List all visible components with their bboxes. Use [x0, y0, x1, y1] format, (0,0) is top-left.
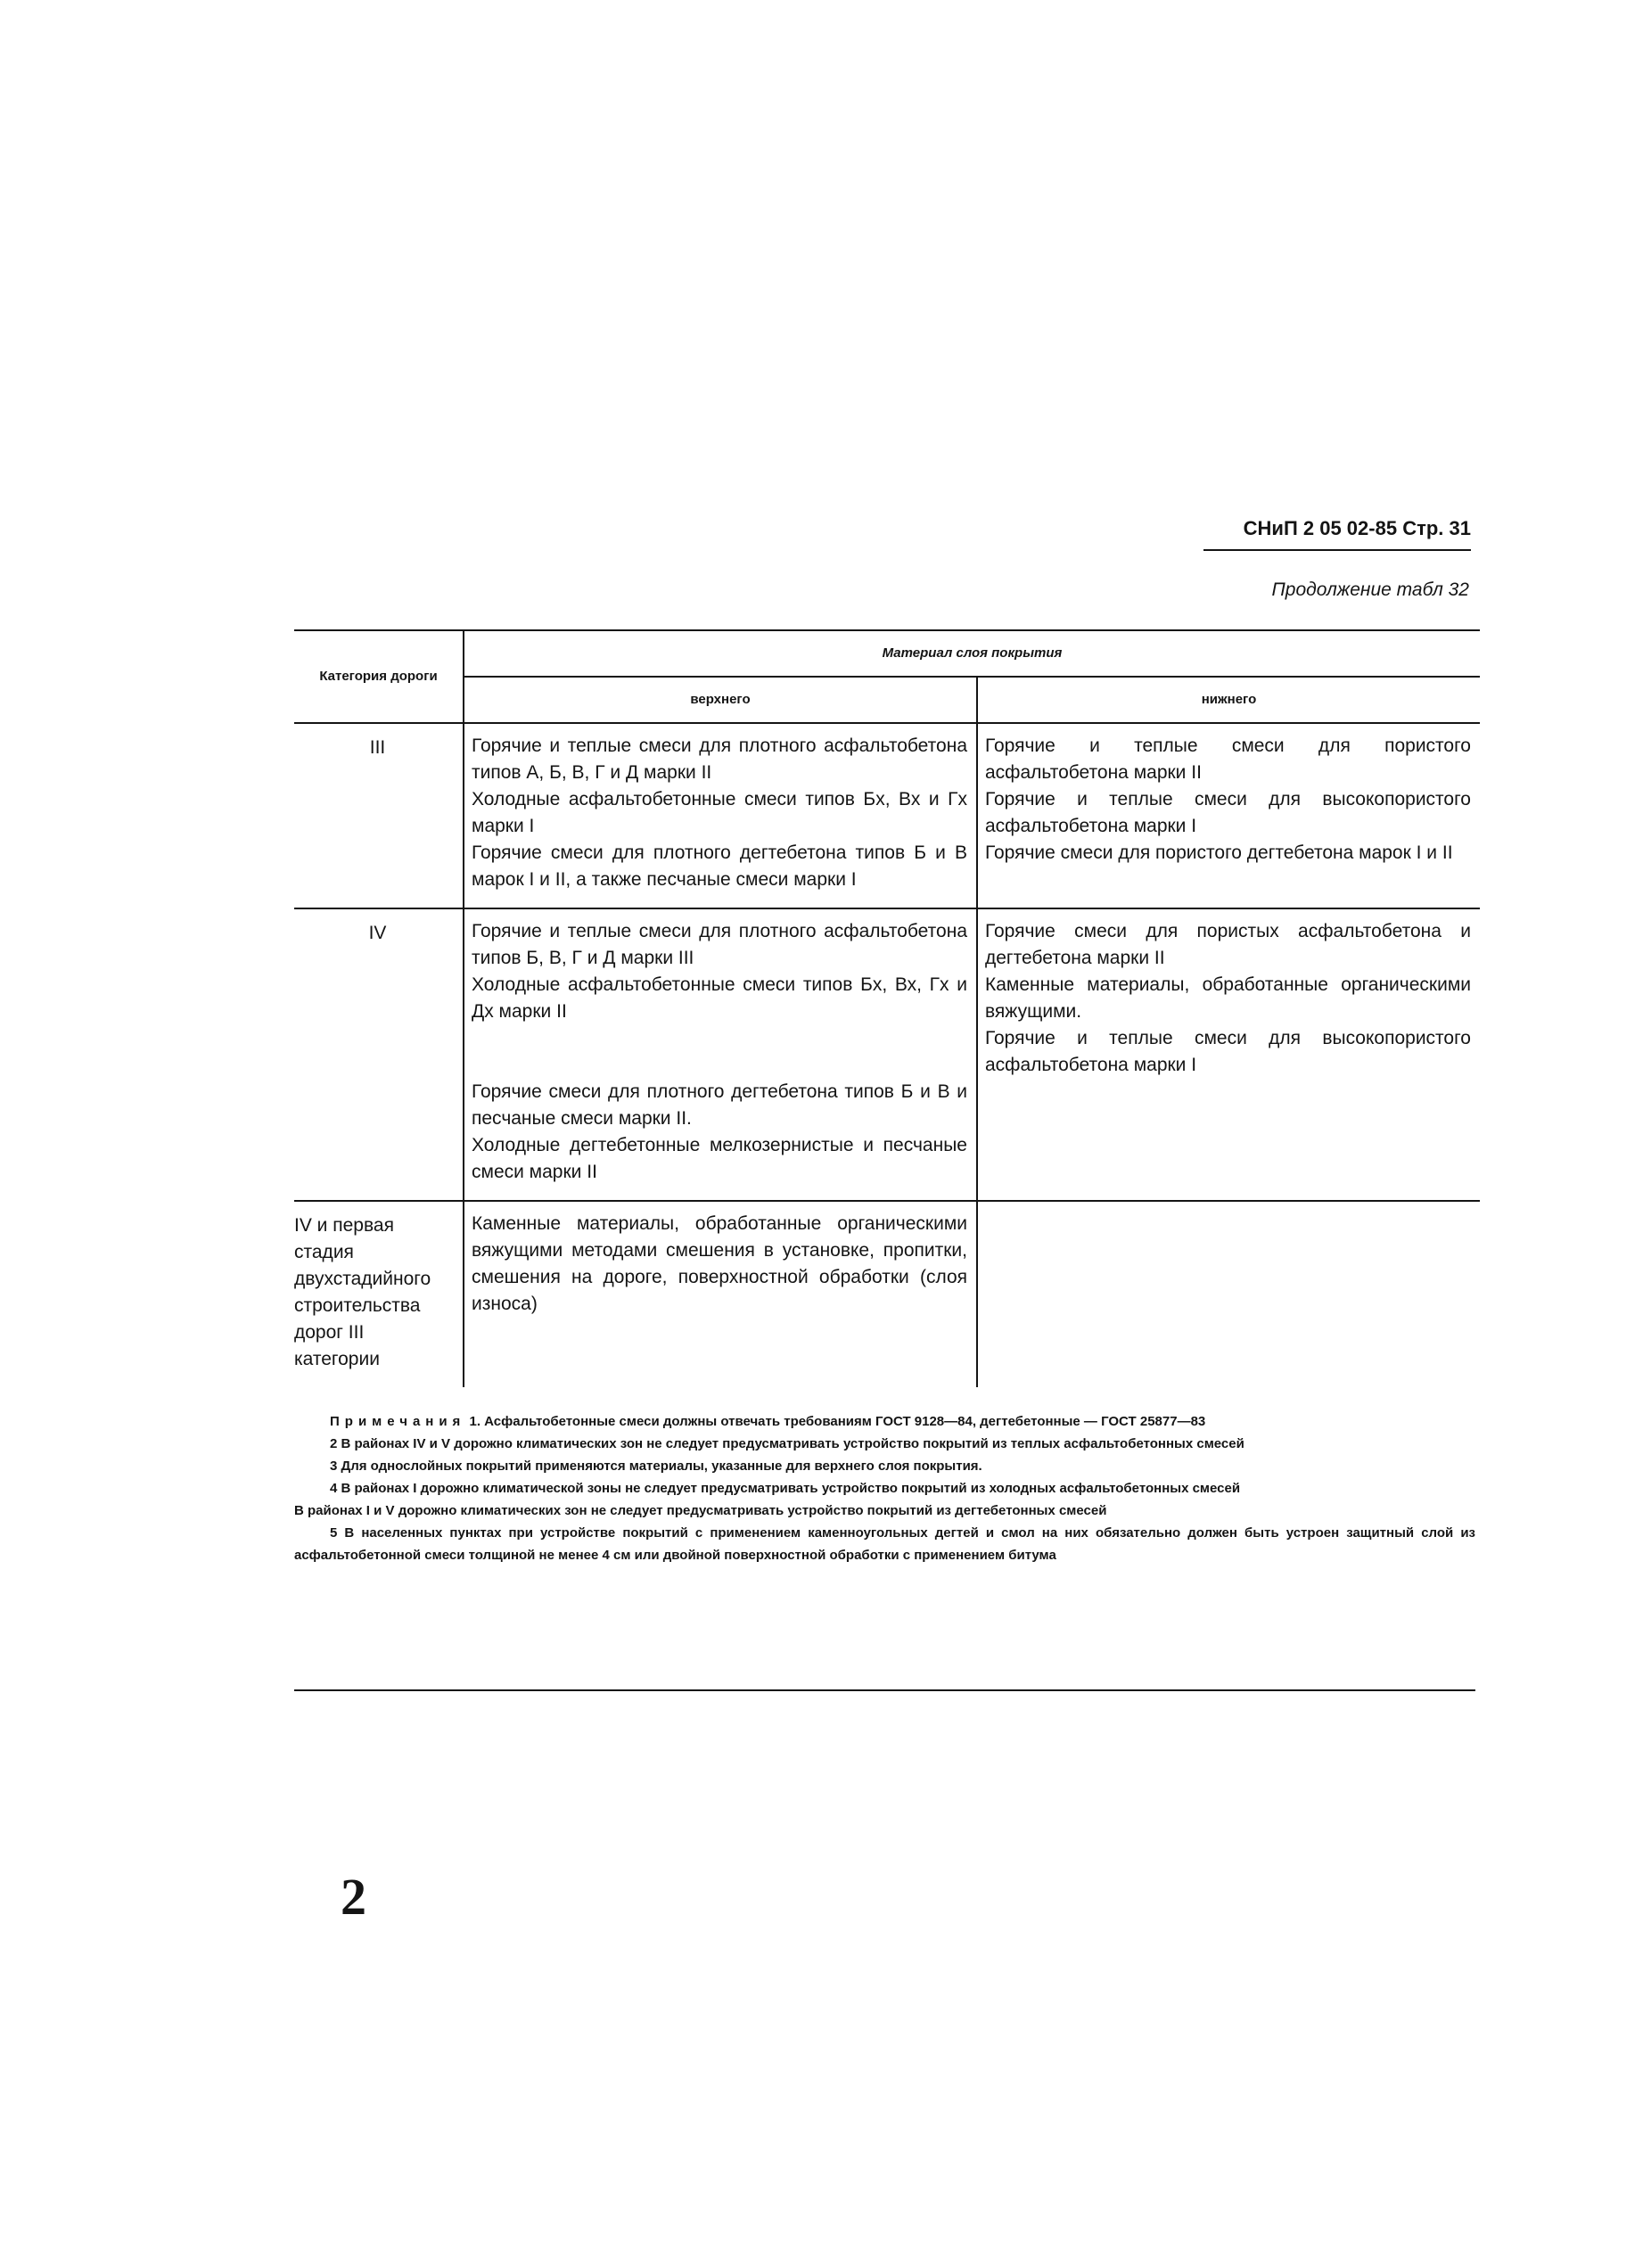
- material-item: Горячие и теплые смеси для высокопористого асфальтобетона марки I: [985, 1028, 1471, 1075]
- material-item: Горячие и теплые смеси для высокопористого асфальтобетона марки I: [985, 789, 1471, 836]
- materials-table: [294, 629, 1480, 1387]
- material-item: Горячие смеси для пористых асфальтобетона и дегтебетона марки II: [985, 921, 1471, 968]
- category-cell: IV и первая стадия двухстадийного строительства дорог III категории: [294, 1201, 464, 1387]
- material-item: Горячие и теплые смеси для плотного асфальтобетона типов А, Б, В, Г и Д марки II: [472, 735, 967, 783]
- header-category: Категория дороги: [294, 630, 464, 723]
- material-item: Холодные асфальтобетонные смеси типов Бх, Вх и Гх марки I: [472, 789, 967, 836]
- header-upper: верхнего: [464, 677, 977, 723]
- note-text: 1. Асфальтобетонные смеси должны отвечать требованиям ГОСТ 9128—84, дегтебетонные — ГОСТ 25877—83: [469, 1414, 1206, 1429]
- note-item: В районах I и V дорожно климатических зон не следует предусматривать устройство покрытий из дегтебетонных смесей: [294, 1503, 1107, 1518]
- material-item: Горячие смеси для плотного дегтебетона типов Б и В марок I и II, а также песчаные смеси марки I: [472, 842, 967, 890]
- header-lower: нижнего: [977, 677, 1480, 723]
- header-rule: [1203, 549, 1471, 551]
- table-row: [294, 1201, 1480, 1387]
- lower-layer-cell: [977, 908, 1480, 1201]
- note-item: 2 В районах IV и V дорожно климатических зон не следует предусматривать устройство покрытий из теплых асфальтобетонных смесей: [330, 1436, 1244, 1451]
- material-item: Холодные дегтебетонные мелкозернистые и песчаные смеси марки II: [472, 1135, 967, 1182]
- table-row: [294, 723, 1480, 908]
- category-cell: IV: [294, 908, 464, 1201]
- material-item: Горячие и теплые смеси для пористого асфальтобетона марки II: [985, 735, 1471, 783]
- notes-heading: Примечания: [330, 1414, 466, 1429]
- note-item: 4 В районах I дорожно климатической зоны не следует предусматривать устройство покрытий из холодных асфальтобетонных смесей: [330, 1481, 1241, 1496]
- lower-layer-cell: [977, 723, 1480, 908]
- table-continuation-caption: Продолжение табл 32: [1271, 579, 1469, 600]
- material-item: Горячие и теплые смеси для плотного асфальтобетона типов Б, В, Г и Д марки III: [472, 921, 967, 968]
- material-item: Холодные асфальтобетонные смеси типов Бх, Вх, Гх и Дх марки II: [472, 974, 967, 1022]
- bottom-rule: [294, 1689, 1475, 1691]
- upper-layer-cell: [464, 1201, 977, 1387]
- material-item: Горячие смеси для плотного дегтебетона типов Б и В и песчаные смеси марки II.: [472, 1081, 967, 1129]
- note-item: 5 В населенных пунктах при устройстве покрытий с применением каменноугольных дегтей и смол на них обязательно должен быть устроен защитный слой из асфальтобетонной смеси толщиной не менее 4 см или двойной поверхностной обработки с применением битума: [294, 1525, 1475, 1563]
- material-item: Горячие смеси для пористого дегтебетона марок I и II: [985, 842, 1453, 863]
- upper-layer-cell: [464, 723, 977, 908]
- upper-layer-cell: [464, 908, 977, 1201]
- notes-block: [294, 1410, 1475, 1566]
- header-material: Материал слоя покрытия: [464, 630, 1480, 677]
- material-item: Каменные материалы, обработанные органическими вяжущими.: [985, 974, 1471, 1022]
- material-item: Каменные материалы, обработанные органическими вяжущими методами смешения в установке, пропитки, смешения на дороге, поверхностной обработки (слоя износа): [472, 1213, 967, 1314]
- category-cell: III: [294, 723, 464, 908]
- page-number: 2: [341, 1868, 366, 1926]
- document-reference: СНиП 2 05 02-85 Стр. 31: [1243, 517, 1471, 539]
- lower-layer-cell: [977, 1201, 1480, 1387]
- note-item: 3 Для однослойных покрытий применяются материалы, указанные для верхнего слоя покрытия.: [330, 1459, 982, 1474]
- table-row: [294, 908, 1480, 1201]
- note-item: [294, 1410, 1475, 1433]
